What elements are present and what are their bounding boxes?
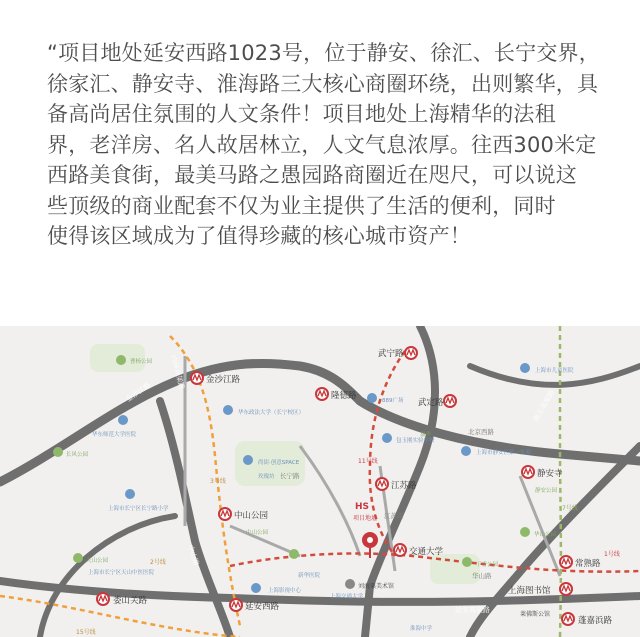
building-icon — [367, 393, 377, 403]
station-icon-library — [560, 583, 572, 595]
building-icon — [243, 455, 253, 465]
station-icon-jiaotong — [394, 544, 406, 556]
station-icon-loushanguan — [97, 593, 109, 605]
station-icon-zhongshan — [219, 508, 231, 520]
metro-label-line1: 1号线 — [604, 551, 620, 558]
poi-huaihai: 淮海中学 — [410, 626, 433, 632]
poi-rose: 玫瑰坊 — [258, 474, 275, 480]
road-label-huashan: 华山路 — [472, 572, 492, 580]
station-label-longde: 隆德路 — [331, 391, 357, 401]
road-label-yanan-elevated: 延安高架路 — [455, 606, 490, 614]
hospital-icon — [520, 363, 530, 373]
station-label-penglai: 蓬嘉浜路 — [578, 616, 613, 626]
poi-jingan-park: 静安公园 — [535, 488, 558, 494]
park-icon — [289, 549, 299, 559]
metro-label-line3: 3号线 — [210, 478, 226, 485]
poi-museum: 莱佛斯公馆 — [520, 611, 551, 618]
intro-line-5: 西路美食街，最美马路之愚园路商圈近在咫尺，可以说这 — [47, 163, 577, 187]
park-icon — [116, 355, 126, 365]
poi-jingan-exp: 上海市静安区第一实验 — [476, 450, 532, 456]
map-canvas — [0, 326, 640, 637]
poi-xujiahui: 上海影视中心 — [268, 588, 302, 594]
station-label-jingansi: 静安寺 — [537, 469, 563, 479]
poi-tianshan-park: 天山公园 — [86, 558, 109, 564]
poi-huashan-park: 华山公园 — [534, 532, 557, 538]
intro-line-3: 备高尚居住氛围的人文条件！项目地处上海精华的法租 — [47, 102, 556, 126]
metro-label-line11: 11号线 — [358, 458, 378, 465]
station-label-yanan-xi: 延安西路 — [245, 602, 280, 612]
park-icon — [462, 557, 472, 567]
building-icon — [345, 579, 355, 589]
school-icon — [461, 446, 471, 456]
poi-xinhua: 新华医院 — [298, 573, 321, 579]
road-label-zhongshan: 中山路 — [186, 544, 201, 567]
station-icon-yanan-xi — [230, 599, 242, 611]
station-label-loushanguan: 娄山关路 — [113, 596, 148, 606]
road-label-beijing-xi: 北京西路 — [468, 428, 494, 436]
poi-ecupl: 华东政法大学（长宁校区） — [238, 410, 305, 416]
poi-dingxiang-park: 丁香公园 — [476, 562, 499, 568]
station-icon-jingansi — [522, 466, 534, 478]
project-hs-label: HS — [355, 502, 370, 512]
intro-line-7: 使得该区域成为了值得珍藏的核心城市资产！ — [47, 224, 471, 248]
station-label-zhongshan: 中山公园 — [234, 511, 269, 521]
station-label-library: 上海图书馆 — [508, 586, 551, 596]
poi-art-gallery: 刘海粟美术馆 — [358, 583, 395, 590]
park-icon — [73, 553, 83, 563]
location-map[interactable] — [0, 326, 640, 637]
project-address-label: 项目地址 — [353, 515, 378, 522]
poi-caoyang-park: 曹杨公园 — [130, 359, 153, 365]
intro-line-4: 界，老洋房、名人故居林立，人文气息浓厚。往西300米定 — [47, 132, 597, 157]
station-label-jiangsu: 江苏路 — [391, 481, 417, 491]
poi-space: 尚街·创意SPACE — [258, 460, 300, 466]
poi-ecnu-hospital: 华东师范大学医院 — [92, 432, 137, 438]
poi-baoyu: 包玉刚实验学校 — [396, 438, 435, 444]
poi-jiahua: 嘉华 — [420, 432, 432, 438]
station-icon-penglai — [562, 613, 574, 625]
station-label-changshu: 常熟路 — [575, 559, 601, 569]
poi-889: 889广场 — [382, 398, 404, 404]
station-label-wuding: 武定路 — [418, 398, 444, 408]
metro-label-line7: 7号线 — [562, 505, 578, 512]
metro-label-line2: 2号线 — [150, 559, 166, 566]
poi-changning-school: 上海市长宁区长宁路小学 — [108, 506, 169, 512]
park-icon — [53, 447, 63, 457]
poi-zhongshan-park: 中山公园 — [246, 530, 269, 536]
poi-jiaoda: 上海交通大学 — [330, 594, 364, 600]
school-icon — [223, 405, 233, 415]
road-label-inner-ring: 内环高架路 — [169, 354, 186, 391]
poi-tianshan-hospital: 上海市长宁区天山中医医院 — [88, 570, 155, 576]
station-icon-wuding — [444, 395, 456, 407]
intro-line-6: 些顶级的商业配套不仅为业主提供了生活的便利，同时 — [47, 193, 556, 218]
park-icon — [520, 527, 530, 537]
school-icon — [382, 433, 392, 443]
poi-children-hospital: 上海市儿童医院 — [535, 368, 574, 374]
hospital-icon — [251, 583, 261, 593]
hospital-icon — [118, 415, 128, 425]
road-label-changning: 长宁路 — [280, 472, 300, 480]
station-icon-longde — [316, 388, 328, 400]
hospital-icon — [125, 489, 135, 499]
poi-changfeng-park: 长风公园 — [66, 452, 89, 458]
road-label-jiangsu: 江苏路 — [384, 512, 404, 520]
road-label-jinshajiang: 金沙江路 — [124, 381, 153, 404]
station-label-jiaotong: 交通大学 — [409, 547, 444, 557]
metro-label-line15: 15号线 — [76, 629, 96, 636]
intro-paragraph — [47, 38, 607, 252]
intro-line-2: 徐家汇、静安寺、淮海路三大核心商圈环绕，出则繁华，具 — [47, 71, 599, 96]
station-icon-jinshajiang — [191, 372, 203, 384]
intro-line-1: “项目地处延安西路1023号，位于静安、徐汇、长宁交界， — [47, 41, 600, 65]
station-label-jinshajiang: 金沙江路 — [206, 375, 241, 385]
station-label-wuning: 武宁路 — [378, 349, 404, 359]
station-icon-wuning — [405, 347, 417, 359]
station-icon-jiangsu — [376, 478, 388, 490]
station-icon-changshu — [560, 556, 572, 568]
road-label-nanbei: 南北高架路 — [531, 388, 557, 423]
